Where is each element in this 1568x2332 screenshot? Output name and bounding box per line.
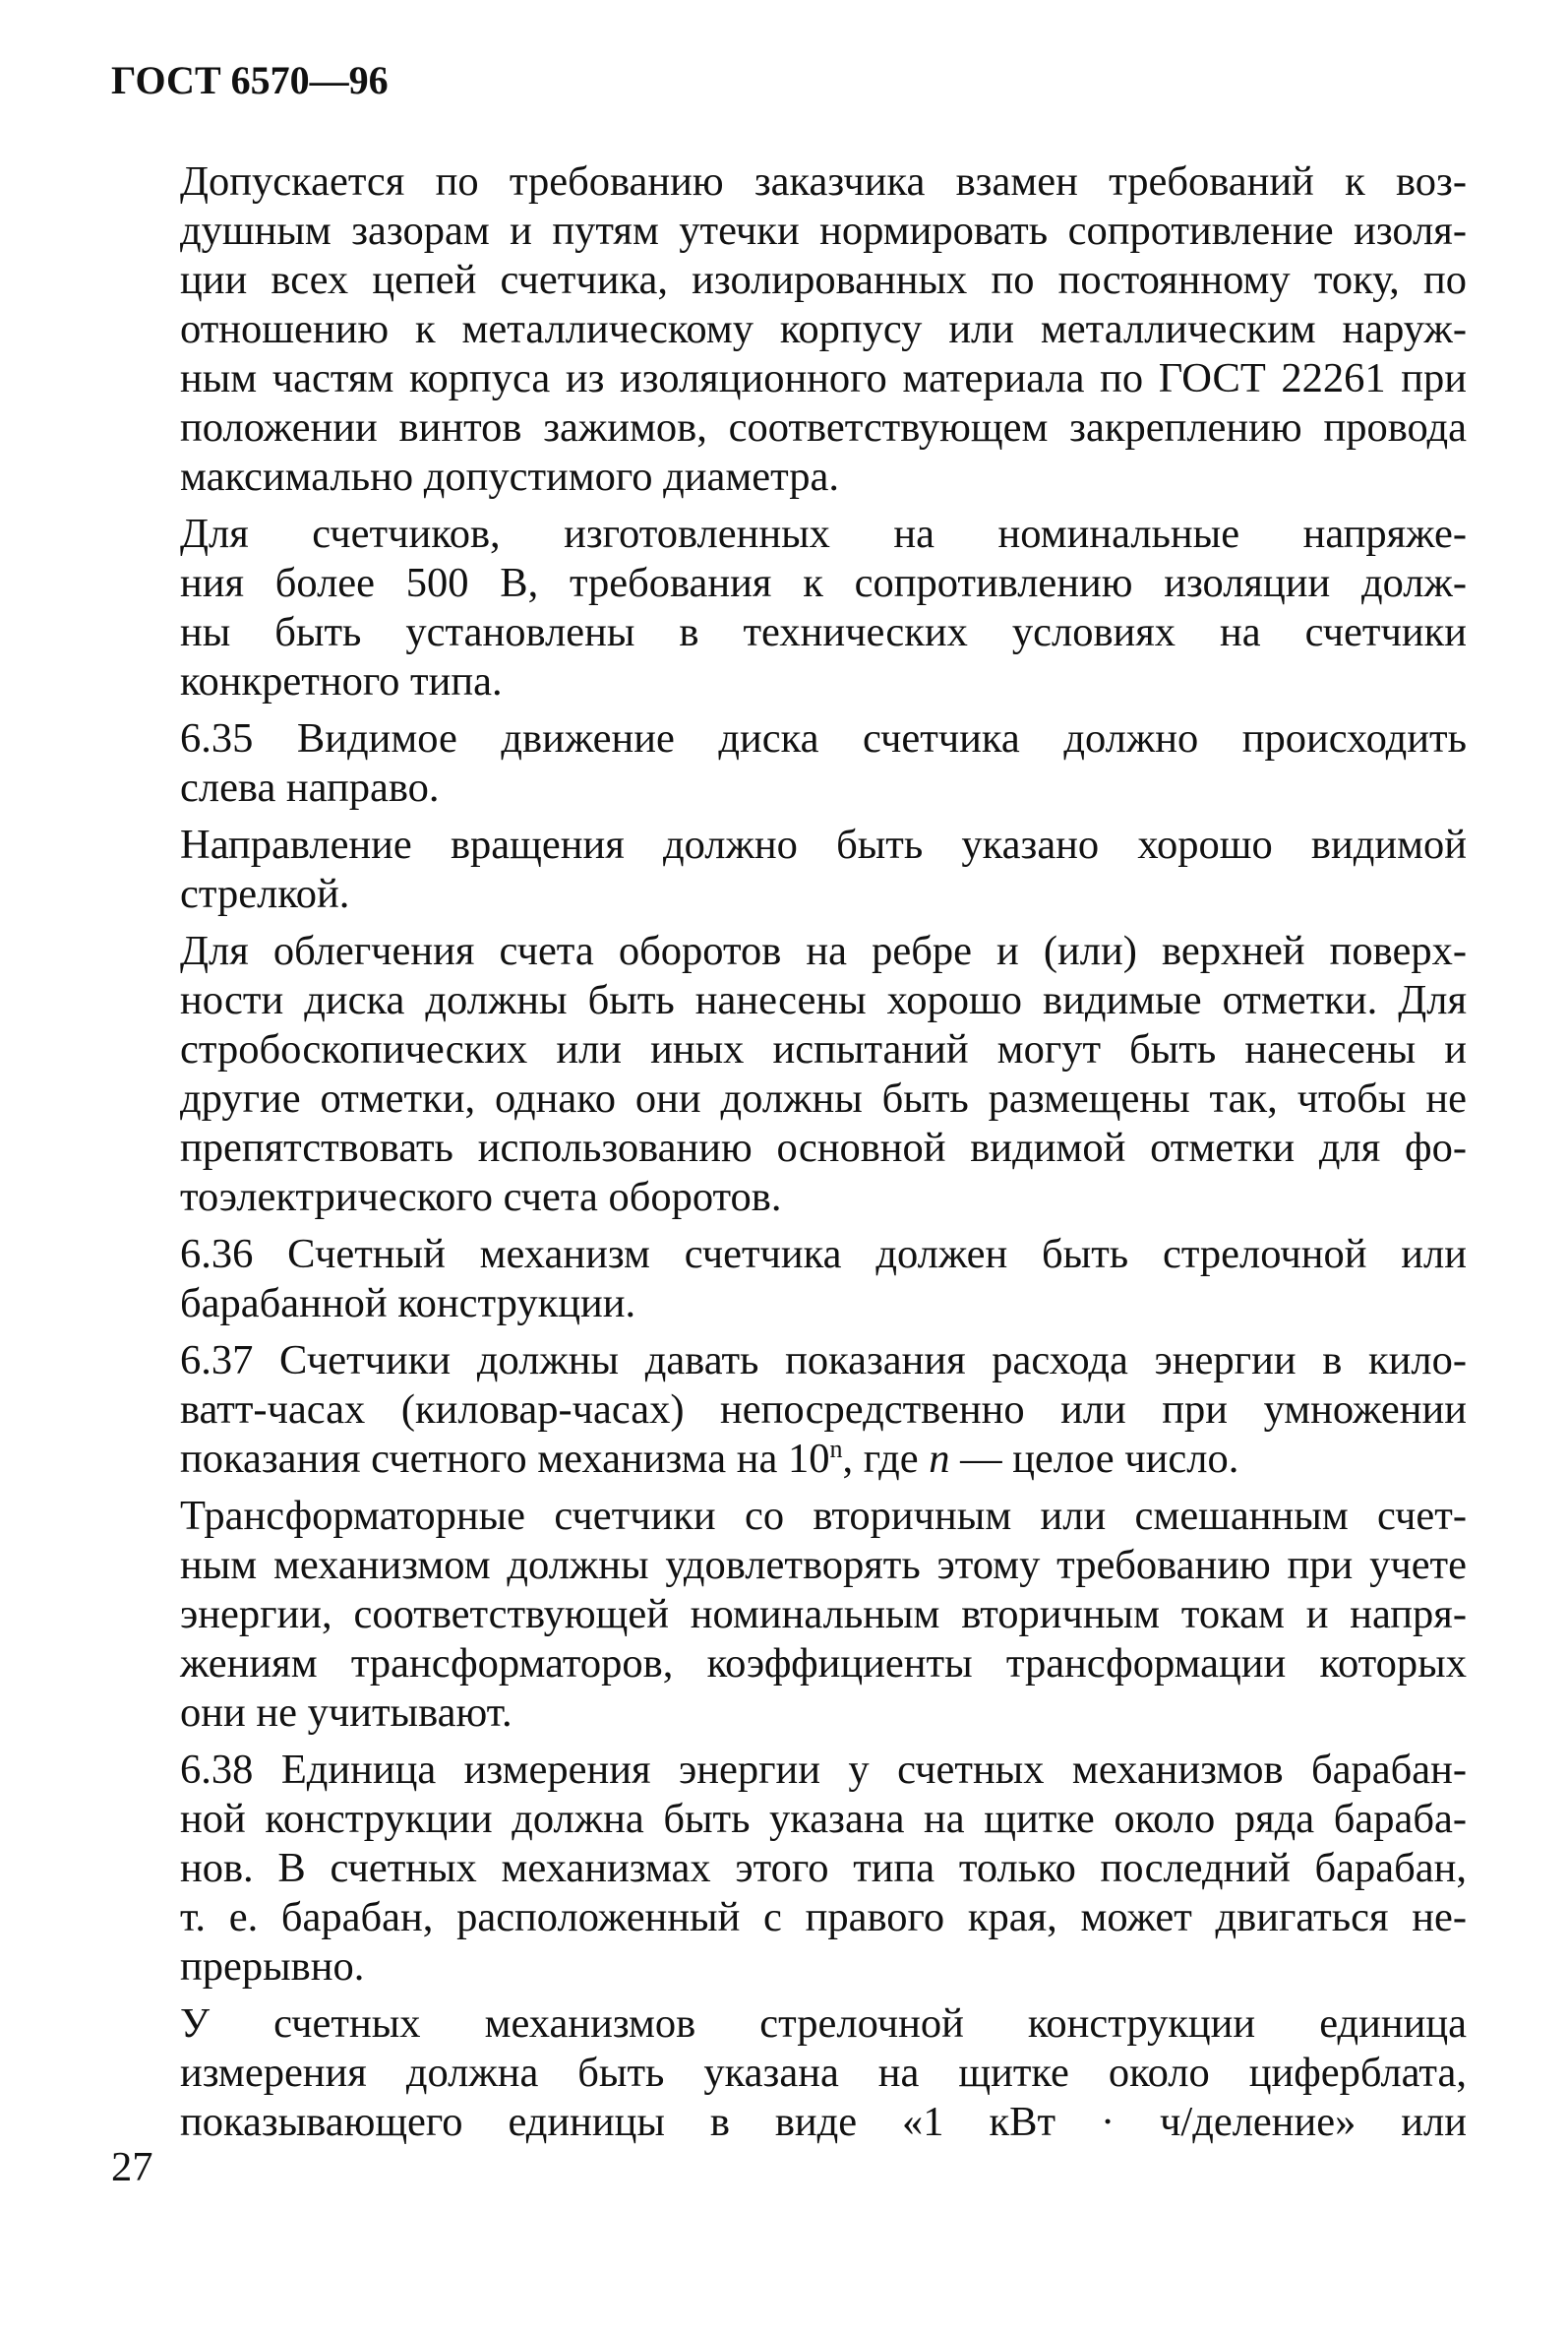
text-line: другие отметки, однако они должны быть размещены так, чтобы не [180, 1075, 1467, 1122]
text-line: ватт-часах (киловар-часах) непосредственно или при умножении [180, 1386, 1467, 1433]
text-line: 6.37 Счетчики должны давать показания расхода энергии в кило- [180, 1337, 1467, 1383]
paragraph-disk-marks [111, 927, 1467, 1222]
paragraph-6-35-disk-movement [111, 714, 1467, 813]
text-line: ным механизмом должны удовлетворять этому требованию при учете [180, 1542, 1467, 1588]
text-line: они не учитывают. [180, 1689, 513, 1736]
paragraph-dial-mechanisms [111, 1999, 1467, 2147]
document-body [111, 157, 1467, 2155]
text-line: 6.35 Видимое движение диска счетчика должно происходить [180, 715, 1467, 762]
paragraph-rotation-arrow [111, 821, 1467, 919]
text-line: энергии, соответствующей номинальным вторичным токам и напря- [180, 1591, 1467, 1637]
text-line: конкретного типа. [180, 658, 503, 705]
text-line: максимально допустимого диаметра. [180, 454, 839, 500]
page-header-standard-code: ГОСТ 6570—96 [111, 58, 389, 102]
text-line: тоэлектрического счета оборотов. [180, 1174, 782, 1220]
formula-text-after: — целое число. [949, 1436, 1239, 1482]
text-line: 6.38 Единица измерения энергии у счетных механизмов барабан- [180, 1747, 1467, 1793]
text-line: слева направо. [180, 765, 440, 811]
text-line: измерения должна быть указана на щитке около циферблата, [180, 2050, 1467, 2096]
text-line: У счетных механизмов стрелочной конструкции единица [180, 2000, 1467, 2047]
text-line: Направление вращения должно быть указано хорошо видимой [180, 822, 1467, 868]
text-line: ны быть установлены в технических условиях на счетчики [180, 609, 1467, 655]
text-line: Допускается по требованию заказчика взамен требований к воз- [180, 158, 1467, 205]
text-line: прерывно. [180, 1943, 365, 1990]
text-line: душным зазорам и путям утечки нормировать сопротивление изоля- [180, 208, 1467, 254]
text-line: стрелкой. [180, 871, 350, 917]
text-line: ным частям корпуса из изоляционного материала по ГОСТ 22261 при [180, 355, 1467, 401]
text-line: стробоскопических или иных испытаний могут быть нанесены и [180, 1026, 1467, 1073]
text-line: ной конструкции должна быть указана на щитке около ряда бараба- [180, 1796, 1467, 1842]
paragraph-6-38-unit-of-measure [111, 1746, 1467, 1992]
paragraph-6-36-counting-mechanism [111, 1230, 1467, 1328]
text-line: Для счетчиков, изготовленных на номинальные напряже- [180, 511, 1467, 557]
text-line: ния более 500 В, требования к сопротивлению изоляции долж- [180, 560, 1467, 606]
text-line: показывающего единицы в виде «1 кВт · ч/деление» или [180, 2099, 1467, 2145]
text-line: жениям трансформаторов, коэффициенты трансформации которых [180, 1640, 1467, 1687]
text-line: положении винтов зажимов, соответствующем закреплению провода [180, 404, 1467, 451]
text-line: Трансформаторные счетчики со вторичным или смешанным счет- [180, 1493, 1467, 1539]
paragraph-6-37-energy-readings [111, 1336, 1467, 1484]
paragraph-high-voltage-meters [111, 510, 1467, 706]
text-line: ности диска должны быть нанесены хорошо видимые отметки. Для [180, 977, 1467, 1023]
text-line: отношению к металлическому корпусу или металлическим наруж- [180, 306, 1467, 352]
superscript-exponent: n [829, 1434, 843, 1463]
paragraph-transformer-meters [111, 1492, 1467, 1738]
text-line: нов. В счетных механизмах этого типа только последний барабан, [180, 1845, 1467, 1891]
text-line: барабанной конструкции. [180, 1280, 636, 1326]
page-number: 27 [111, 2144, 153, 2190]
text-line: Для облегчения счета оборотов на ребре и (или) верхней поверх- [180, 928, 1467, 974]
text-line-with-formula [111, 1435, 1467, 1484]
text-line: ции всех цепей счетчика, изолированных по постоянному току, по [180, 257, 1467, 303]
italic-variable: n [929, 1436, 950, 1482]
paragraph-insulation-resistance [111, 157, 1467, 502]
text-line: т. е. барабан, расположенный с правого края, может двигаться не- [180, 1894, 1467, 1940]
formula-text-before: показания счетного механизма на 10 [180, 1436, 830, 1482]
formula-text-middle: , где [842, 1436, 930, 1482]
text-line: 6.36 Счетный механизм счетчика должен быть стрелочной или [180, 1231, 1467, 1277]
text-line: препятствовать использованию основной видимой отметки для фо- [180, 1125, 1467, 1171]
